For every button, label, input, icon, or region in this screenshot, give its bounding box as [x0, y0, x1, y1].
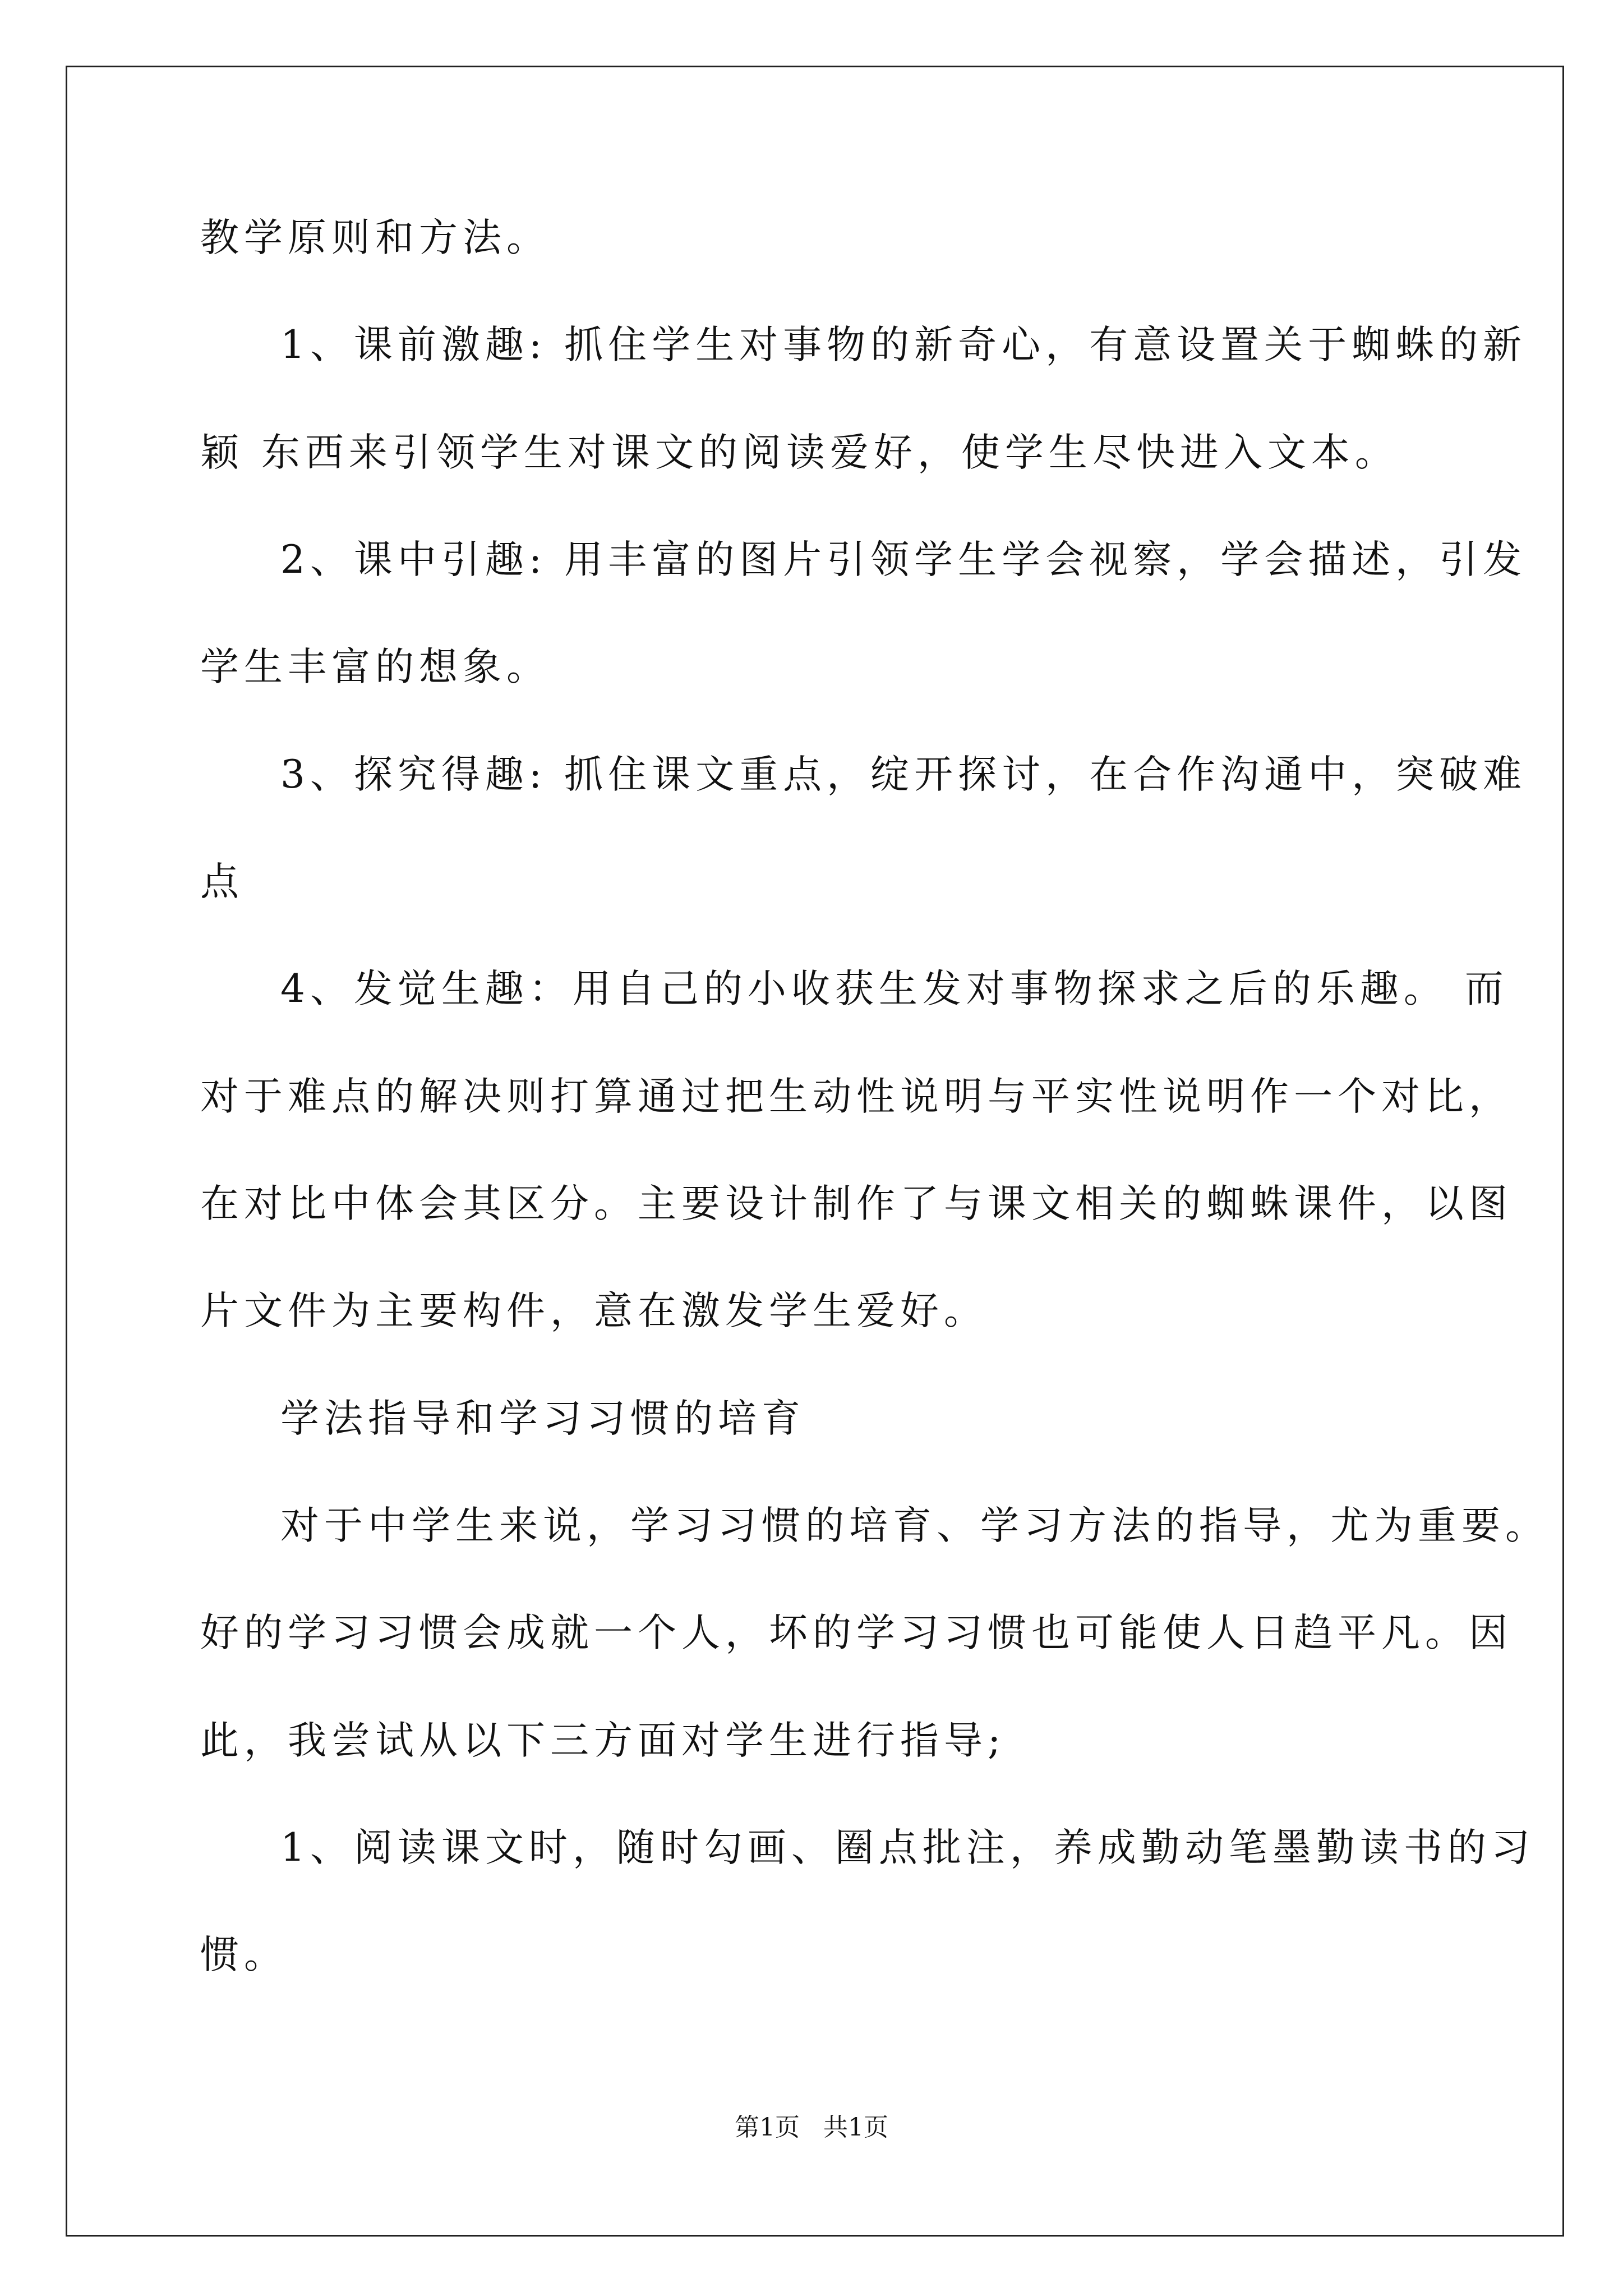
- paragraph-line: 1、阅读课文时，随时勾画、圈点批注，养成勤动笔墨勤读书的习: [280, 1825, 1535, 1870]
- text-line: 学生丰富的想象。: [200, 645, 550, 689]
- paragraph-line: 1、课前激趣: 抓住学生对事物的新奇心，有意设置关于蜘蛛的新: [280, 323, 1527, 367]
- paragraph-line: 2、课中引趣: 用丰富的图片引领学生学会视察，学会描述，引发: [280, 537, 1527, 582]
- paragraph-line: 3、探究得趣: 抓住课文重点，绽开探讨，在合作沟通中，突破难: [280, 752, 1527, 797]
- text-line: 教学原则和方法。: [200, 215, 550, 260]
- text-line: 片文件为主要构件，意在激发学生爱好。: [200, 1289, 988, 1333]
- text-line: 此，我尝试从以下三方面对学生进行指导;: [200, 1718, 1006, 1763]
- text-line: 在对比中体会其区分。主要设计制作了与课文相关的蜘蛛课件，以图: [200, 1181, 1513, 1226]
- paragraph-line: 4、发觉生趣：用自己的小收获生发对事物探求之后的乐趣。 而: [280, 967, 1509, 1011]
- section-heading: 学法指导和学习习惯的培育: [280, 1396, 805, 1441]
- text-line: 惯。: [200, 1932, 288, 1977]
- paragraph-line: 对于中学生来说，学习习惯的培育、学习方法的指导，尤为重要。: [280, 1503, 1549, 1548]
- page-footer: 第1页 共1页: [735, 2113, 888, 2142]
- text-line: 对于难点的解决则打算通过把生动性说明与平实性说明作一个对比，: [200, 1074, 1513, 1119]
- page-border: [66, 66, 1564, 2237]
- text-line: 点: [200, 859, 244, 904]
- text-line: 颖 东西来引领学生对课文的阅读爱好，使学生尽快进入文本。: [200, 430, 1399, 475]
- text-line: 好的学习习惯会成就一个人，坏的学习习惯也可能使人日趋平凡。因: [200, 1611, 1513, 1655]
